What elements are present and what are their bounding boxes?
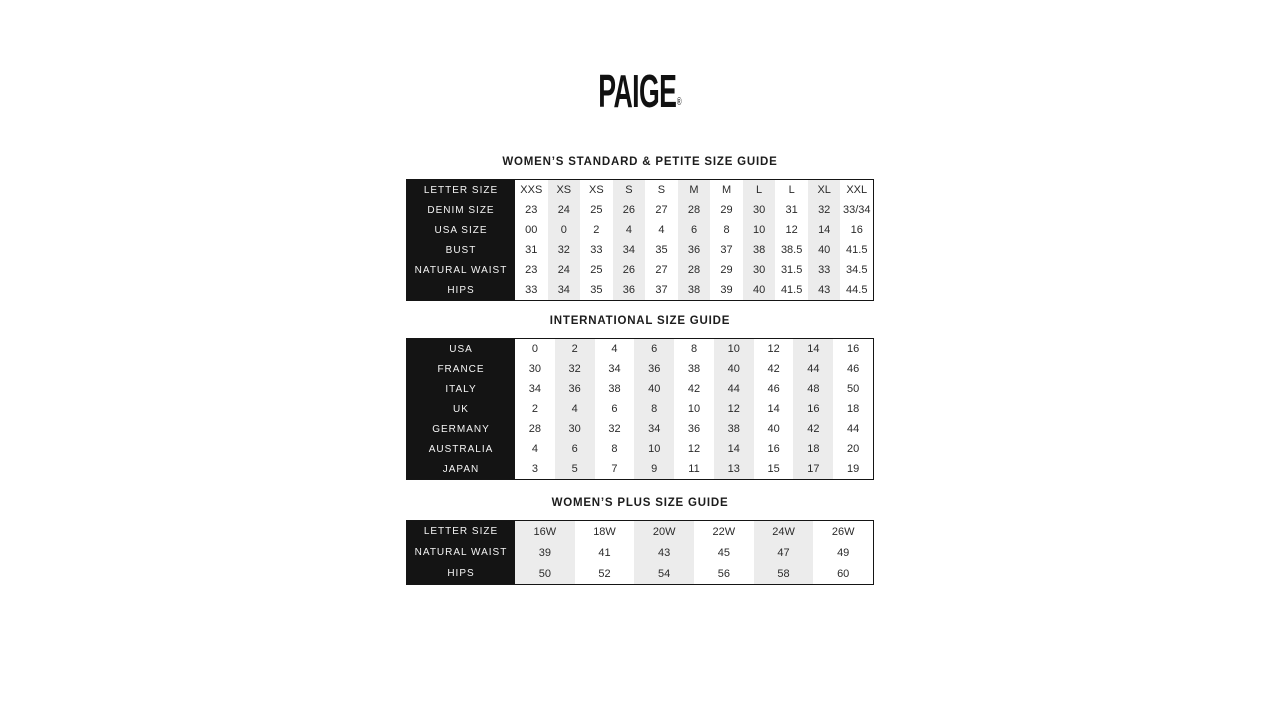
size-cell: L — [788, 184, 795, 196]
size-cell: 26 — [613, 260, 646, 280]
size-cell: 46 — [767, 383, 780, 395]
row-label: BUST — [407, 240, 515, 260]
size-cell: 10 — [687, 403, 701, 415]
size-cell: 0 — [548, 220, 581, 240]
size-cell: S — [657, 184, 666, 196]
size-cell: 38 — [687, 363, 701, 375]
size-cell: 54 — [634, 563, 694, 584]
size-cell: 27 — [655, 264, 668, 276]
size-cell: 24W — [754, 521, 814, 542]
size-cell: 22W — [712, 525, 736, 538]
size-cell: 2 — [593, 224, 600, 236]
size-cell: 36 — [555, 379, 595, 399]
size-cell: 47 — [754, 542, 814, 563]
size-cell: 38 — [714, 419, 754, 439]
size-cell: 30 — [743, 260, 776, 280]
size-cell: 36 — [687, 423, 701, 435]
size-cell: 6 — [678, 220, 711, 240]
size-cell: XXL — [846, 184, 868, 196]
size-cell: 12 — [767, 343, 780, 355]
size-cell: 44.5 — [846, 284, 868, 296]
size-cell: 34 — [608, 363, 621, 375]
size-cell: 6 — [611, 403, 618, 415]
section-plus — [406, 496, 874, 585]
size-cell: 16 — [767, 443, 780, 455]
size-cell: 32 — [548, 240, 581, 260]
row-label: JAPAN — [407, 459, 515, 479]
table-row — [407, 339, 873, 359]
size-cell: 8 — [690, 343, 698, 355]
size-cell: 28 — [528, 423, 542, 435]
size-cell: 44 — [847, 423, 860, 435]
table-row — [407, 180, 873, 200]
size-cell: 17 — [793, 459, 833, 479]
size-cell: XXS — [520, 184, 543, 196]
size-cell: 33 — [525, 284, 538, 296]
size-cell: 33/34 — [842, 204, 871, 216]
size-cell: 39 — [720, 284, 733, 296]
size-cell: 38 — [743, 240, 776, 260]
size-cell: 33 — [808, 260, 841, 280]
table-row — [407, 200, 873, 220]
size-cell: 00 — [525, 224, 538, 236]
size-cell: 10 — [743, 220, 776, 240]
size-cell: 40 — [634, 379, 674, 399]
size-cell: 28 — [678, 200, 711, 220]
row-label: FRANCE — [407, 359, 515, 379]
size-cell: S — [613, 180, 646, 200]
size-cell: 4 — [658, 224, 665, 236]
size-cell: 50 — [847, 383, 860, 395]
size-cell: 12 — [714, 399, 754, 419]
size-cell: 3 — [531, 463, 538, 475]
size-cell: 60 — [837, 567, 850, 580]
table-row — [407, 359, 873, 379]
size-cell: 33 — [590, 244, 603, 256]
size-cell: 49 — [837, 546, 850, 559]
table-row — [407, 220, 873, 240]
row-label: GERMANY — [407, 419, 515, 439]
size-cell: 23 — [525, 204, 538, 216]
section-title: INTERNATIONAL SIZE GUIDE — [549, 315, 731, 327]
size-cell: M — [721, 184, 732, 196]
size-cell: 46 — [847, 363, 860, 375]
brand-logo-text: PAIGE — [598, 65, 677, 117]
table-row — [407, 542, 873, 563]
row-label: LETTER SIZE — [407, 521, 515, 542]
size-cell: 40 — [714, 359, 754, 379]
size-cell: 4 — [611, 343, 618, 355]
size-cell: 40 — [808, 240, 841, 260]
size-cell: 38 — [678, 280, 711, 300]
plus-size-table — [406, 520, 874, 585]
size-cell: 39 — [515, 542, 575, 563]
size-cell: 18 — [793, 439, 833, 459]
row-label: AUSTRALIA — [407, 439, 515, 459]
size-cell: 4 — [531, 443, 538, 455]
size-cell: 16W — [515, 521, 575, 542]
size-cell: 31 — [785, 204, 798, 216]
size-cell: 14 — [767, 403, 780, 415]
size-cell: 20W — [634, 521, 694, 542]
size-cell: 19 — [847, 463, 860, 475]
size-cell: 50 — [515, 563, 575, 584]
size-cell: 45 — [717, 546, 730, 559]
size-cell: 36 — [678, 240, 711, 260]
size-cell: 25 — [590, 264, 603, 276]
size-cell: 40 — [767, 423, 780, 435]
size-cell: 12 — [785, 224, 798, 236]
size-cell: 31.5 — [780, 264, 803, 276]
size-cell: 2 — [531, 403, 538, 415]
size-cell: 26W — [831, 525, 855, 538]
size-cell: 24 — [548, 260, 581, 280]
size-cell: 34 — [634, 419, 674, 439]
size-cell: 14 — [714, 439, 754, 459]
size-cell: 4 — [613, 220, 646, 240]
section-standard-petite — [406, 155, 874, 301]
row-label: NATURAL WAIST — [407, 542, 515, 563]
size-cell: 14 — [808, 220, 841, 240]
size-cell: XS — [548, 180, 581, 200]
size-cell: L — [743, 180, 776, 200]
size-cell: 0 — [531, 343, 538, 355]
row-label: HIPS — [407, 563, 515, 584]
size-cell: 28 — [678, 260, 711, 280]
section-title: WOMEN’S STANDARD & PETITE SIZE GUIDE — [502, 156, 778, 168]
size-cell: 8 — [723, 224, 730, 236]
size-cell: 20 — [847, 443, 860, 455]
size-cell: 40 — [743, 280, 776, 300]
size-cell: 4 — [555, 399, 595, 419]
size-cell: 29 — [720, 204, 733, 216]
standard-petite-size-table — [406, 179, 874, 301]
size-cell: 30 — [743, 200, 776, 220]
brand-logo — [598, 65, 682, 117]
size-cell: 36 — [613, 280, 646, 300]
row-label: HIPS — [407, 280, 515, 300]
size-cell: 7 — [611, 463, 618, 475]
size-cell: 15 — [767, 463, 780, 475]
size-cell: 48 — [793, 379, 833, 399]
section-international — [406, 314, 874, 480]
size-cell: 24 — [548, 200, 581, 220]
size-cell: 32 — [808, 200, 841, 220]
size-cell: 29 — [720, 264, 733, 276]
size-cell: 16 — [793, 399, 833, 419]
table-row — [407, 459, 873, 479]
table-row — [407, 280, 873, 300]
size-cell: 38 — [608, 383, 621, 395]
size-cell: 58 — [754, 563, 814, 584]
size-cell: 42 — [767, 363, 780, 375]
size-cell: 56 — [717, 567, 730, 580]
size-cell: 16 — [850, 224, 863, 236]
size-cell: 34.5 — [846, 264, 868, 276]
table-row — [407, 563, 873, 584]
table-row — [407, 260, 873, 280]
row-label: USA — [407, 339, 515, 359]
table-row — [407, 379, 873, 399]
size-cell: 18 — [847, 403, 860, 415]
international-size-table — [406, 338, 874, 480]
size-cell: 41 — [598, 546, 611, 559]
size-cell: 27 — [655, 204, 668, 216]
row-label: UK — [407, 399, 515, 419]
size-cell: 42 — [793, 419, 833, 439]
size-cell: 34 — [528, 383, 542, 395]
size-cell: 10 — [714, 339, 754, 359]
size-cell: 26 — [613, 200, 646, 220]
size-cell: XS — [589, 184, 604, 196]
size-cell: 36 — [634, 359, 674, 379]
size-cell: 14 — [793, 339, 833, 359]
size-cell: XL — [808, 180, 841, 200]
row-label: NATURAL WAIST — [407, 260, 515, 280]
size-cell: 41.5 — [846, 244, 868, 256]
size-cell: 25 — [590, 204, 603, 216]
row-label: ITALY — [407, 379, 515, 399]
size-cell: 32 — [608, 423, 621, 435]
row-label: DENIM SIZE — [407, 200, 515, 220]
size-cell: 30 — [555, 419, 595, 439]
size-cell: 43 — [634, 542, 694, 563]
size-cell: 44 — [714, 379, 754, 399]
table-row — [407, 439, 873, 459]
header — [0, 0, 1280, 117]
size-cell: 42 — [687, 383, 701, 395]
size-cell: 23 — [525, 264, 538, 276]
size-cell: 41.5 — [780, 284, 803, 296]
size-cell: 52 — [598, 567, 611, 580]
size-cell: 34 — [613, 240, 646, 260]
row-label: USA SIZE — [407, 220, 515, 240]
size-cell: 30 — [528, 363, 542, 375]
size-cell: 32 — [555, 359, 595, 379]
size-cell: 35 — [590, 284, 603, 296]
size-cell: 37 — [655, 284, 668, 296]
size-cell: 10 — [634, 439, 674, 459]
row-label: LETTER SIZE — [407, 180, 515, 200]
table-row — [407, 399, 873, 419]
size-cell: 18W — [593, 525, 616, 538]
size-cell: 35 — [655, 244, 668, 256]
size-cell: 8 — [611, 443, 618, 455]
size-cell: 6 — [634, 339, 674, 359]
size-cell: 44 — [793, 359, 833, 379]
size-cell: 8 — [634, 399, 674, 419]
size-cell: 31 — [525, 244, 538, 256]
registered-trademark-symbol: ® — [677, 96, 682, 108]
table-row — [407, 419, 873, 439]
table-row — [407, 521, 873, 542]
size-cell: 43 — [808, 280, 841, 300]
size-cell: 5 — [555, 459, 595, 479]
size-guide-content — [406, 108, 874, 585]
section-title: WOMEN’S PLUS SIZE GUIDE — [551, 497, 729, 509]
size-cell: 11 — [688, 463, 700, 475]
table-row — [407, 240, 873, 260]
size-cell: 34 — [548, 280, 581, 300]
size-cell: 16 — [847, 343, 860, 355]
size-cell: 6 — [555, 439, 595, 459]
size-cell: 37 — [720, 244, 733, 256]
size-cell: 9 — [634, 459, 674, 479]
size-cell: M — [678, 180, 711, 200]
size-cell: 2 — [555, 339, 595, 359]
size-cell: 13 — [714, 459, 754, 479]
size-cell: 12 — [687, 443, 701, 455]
size-cell: 38.5 — [780, 244, 803, 256]
